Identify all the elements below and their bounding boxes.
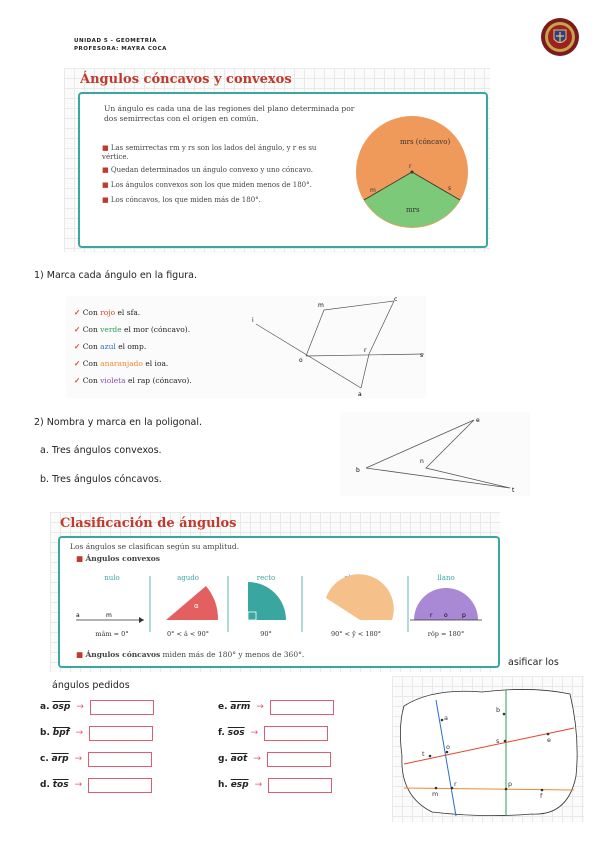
answer-row-c: c. $\overline{arp}$ → <box>40 746 190 772</box>
point-t-label: t <box>512 487 515 494</box>
convex-angle-label: mrs <box>406 206 420 214</box>
point-n-label: n <box>420 458 424 465</box>
answer-row-g: g. $\overline{aot}$ → <box>218 746 368 772</box>
point-s-label: s <box>448 185 452 192</box>
classification-card <box>50 512 500 672</box>
question-2b: b. Tres ángulos cóncavos. <box>40 474 162 485</box>
map-point-a: a <box>444 714 448 722</box>
instruction-item: ✓ Con violeta el rap (cóncavo). <box>74 376 192 385</box>
answer-input-d[interactable] <box>88 778 152 793</box>
question-3-title-tail: asificar los <box>508 657 559 668</box>
concave-angle-label: mrs (cóncavo) <box>400 138 451 146</box>
type-recto-formula: 90° <box>260 630 272 638</box>
bullet-item: ■ Los cóncavos, los que miden más de 180°. <box>102 196 261 204</box>
point-a-label: a <box>358 391 362 398</box>
instruction-item: ✓ Con verde el mor (cóncavo). <box>74 325 191 334</box>
agudo-alpha-label: α <box>194 602 199 610</box>
answer-input-e[interactable] <box>270 700 334 715</box>
llano-point-r: r <box>430 612 433 619</box>
answer-row-a: a. $\overline{osp}$ → <box>40 694 190 720</box>
answer-input-h[interactable] <box>268 778 332 793</box>
classification-title: Clasificación de ángulos <box>60 516 237 531</box>
point-c-label: c <box>394 296 398 303</box>
map-point-r: r <box>454 780 457 788</box>
type-nulo-formula: mâm = 0° <box>95 630 129 638</box>
answer-row-d: d. $\overline{tos}$ → <box>40 772 190 798</box>
map-point-s: s <box>496 737 500 745</box>
map-point-m: m <box>432 790 439 798</box>
teacher-name: PROFESORA: MAYRA COCA <box>74 46 167 52</box>
map-point-t: t <box>422 750 425 758</box>
lines-map-figure <box>392 676 584 822</box>
question-2-title: 2) Nombra y marca en la poligonal. <box>34 417 203 428</box>
angle-types-row <box>70 572 490 642</box>
question-1-panel <box>66 296 426 398</box>
point-e-label: e <box>476 417 480 424</box>
instruction-item: ✓ Con azul el omp. <box>74 342 147 351</box>
section-title: Ángulos cóncavos y convexos <box>80 72 292 87</box>
vertex-r-label: r <box>409 163 412 170</box>
unit-title: UNIDAD 5 - GEOMETRÍA <box>74 38 157 44</box>
map-point-f: f <box>540 792 543 800</box>
point-m-label: m <box>318 302 324 309</box>
type-llano-name: llano <box>437 574 455 582</box>
point-o-label: o <box>299 357 303 364</box>
type-obtuso-formula: 90° < ŷ < 180° <box>330 630 382 638</box>
color-instructions <box>74 304 192 389</box>
nulo-point-a: a <box>76 612 80 619</box>
answer-row-b: b. $\overline{bpf}$ → <box>40 720 190 746</box>
llano-point-p: p <box>462 612 466 619</box>
concept-box <box>78 92 488 248</box>
bullet-item: ■ Las semirrectas rm y rs son los lados del ángulo, y r es su vértice. <box>102 144 317 161</box>
point-s-label: s <box>420 352 424 359</box>
map-point-e: e <box>547 736 551 744</box>
type-agudo-formula: 0° < â < 90° <box>167 630 209 638</box>
question-2a: a. Tres ángulos convexos. <box>40 445 162 456</box>
convex-heading: ■ Ángulos convexos <box>76 554 160 563</box>
answer-row-h: h. $\overline{esp}$ → <box>218 772 368 798</box>
map-point-o: o <box>446 743 450 751</box>
type-llano-formula: rôp = 180° <box>427 630 465 638</box>
question-1-title: 1) Marca cada ángulo en la figura. <box>34 270 197 281</box>
point-i-label: i <box>252 317 254 324</box>
school-logo <box>540 17 580 57</box>
type-recto-name: recto <box>256 574 276 582</box>
bullet-item: ■ Quedan determinados un ángulo convexo y uno cóncavo. <box>102 166 313 174</box>
point-r-label: r <box>364 347 367 354</box>
answer-row-f: f. $\overline{sos}$ → <box>218 720 368 746</box>
answer-input-a[interactable] <box>90 700 154 715</box>
question-3-title-line2: ángulos pedidos <box>52 680 130 691</box>
polygonal-figure <box>340 412 530 496</box>
question-1-figure <box>246 296 426 398</box>
llano-point-o: o <box>444 612 448 619</box>
concave-convex-card <box>64 68 490 252</box>
instruction-item: ✓ Con rojo el sfa. <box>74 308 141 317</box>
type-agudo-name: agudo <box>177 574 199 582</box>
bullet-list <box>102 144 342 205</box>
answer-input-c[interactable] <box>88 752 152 767</box>
point-m-label: m <box>370 187 376 194</box>
nulo-point-m: m <box>106 612 112 619</box>
point-b-label: b <box>356 467 360 474</box>
answer-row-e: e. $\overline{arm}$ → <box>218 694 368 720</box>
type-nulo-name: nulo <box>104 574 120 582</box>
concave-note: ■ Ángulos cóncavos miden más de 180° y menos de 360°. <box>76 650 305 659</box>
definition-text: Un ángulo es cada una de las regiones del plano determinada por dos semirrectas con el origen en común. <box>104 104 355 123</box>
classification-intro: Los ángulos se clasifican según su amplitud. <box>70 542 240 551</box>
instruction-item: ✓ Con anaranjado el ioa. <box>74 359 169 368</box>
classification-box <box>58 536 500 668</box>
concave-convex-diagram <box>348 100 478 240</box>
bullet-item: ■ Los ángulos convexos son los que miden menos de 180°. <box>102 181 312 189</box>
answer-input-f[interactable] <box>264 726 328 741</box>
answers-right-column <box>218 694 368 798</box>
answers-left-column <box>40 694 190 798</box>
answer-input-b[interactable] <box>89 726 153 741</box>
map-point-p: p <box>508 780 513 788</box>
school-header <box>74 37 167 53</box>
answer-input-g[interactable] <box>267 752 331 767</box>
map-point-b: b <box>496 706 501 714</box>
